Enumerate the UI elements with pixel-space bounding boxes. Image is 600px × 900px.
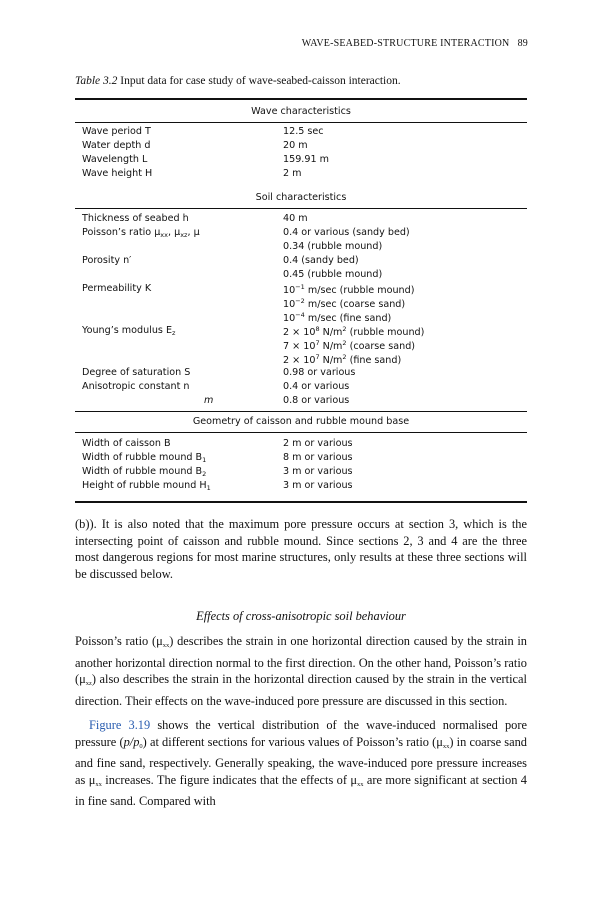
youngs-value-2: $7 \times 10^7$ $N/m^2$ (coarse sand) [283,339,416,352]
geometry-top-rule [75,411,527,412]
table-caption [75,75,401,87]
geometry-heading-rule [75,432,527,433]
wave-period-value: 12.5 sec [283,126,324,137]
mound-width-2-value: 3 m or various [283,466,353,477]
poisson-label: Poisson’s ratio $\mu_{xx}$, $\mu_{xz}$, μ [82,227,200,239]
running-head-title: WAVE-SEABED-STRUCTURE INTERACTION [301,38,510,49]
poisson-value-1: 0.4 or various (sandy bed) [283,227,410,238]
water-depth-label: Water depth d [82,140,151,151]
wave-height-value: 2 m [283,168,302,179]
porosity-value-1: 0.4 (sandy bed) [283,255,359,266]
soil-heading-rule [75,208,527,209]
anisotropic-label: Anisotropic constant n [82,381,190,392]
porosity-value-2: 0.45 (rubble mound) [283,269,383,280]
caisson-width-value: 2 m or various [283,438,353,449]
water-depth-value: 20 m [283,140,308,151]
geometry-section-heading: Geometry of caisson and rubble mound base [192,416,410,427]
permeability-value-3: $10^{-4}$ m/sec (fine sand) [283,311,392,324]
paragraph-3: Figure 3.19 shows the vertical distribution of the wave-induced normalised pore pressure $(p/p_0)$ at different sections for various values of Poisson’s ratio $(\mu_{xx})$ in coarse sand and fine sand, respectively. Generally speaking, the wave-induced pore pressure increases as $\mu_{xx}$ increases. The figure indicates that the effects of $\mu_{xx}$ are more significant at section 4 in fine sand. Compared with [75,718,527,809]
table-caption-text: Input data for case study of wave-seabed-caisson interaction. [120,75,401,87]
wave-heading-rule [75,122,527,123]
table-bottom-rule [75,501,527,503]
saturation-label: Degree of saturation S [82,367,191,378]
permeability-value-2: $10^{-2}$ m/sec (coarse sand) [283,297,406,310]
wave-height-label: Wave height H [82,168,153,179]
section-subheading: Effects of cross-anisotropic soil behaviour [196,609,406,623]
mound-width-2-label: Width of rubble mound $B_2$ [82,466,207,478]
thickness-label: Thickness of seabed h [82,213,189,224]
wavelength-value: 159.91 m [283,154,329,165]
youngs-value-3: $2 \times 10^7$ $N/m^2$ (fine sand) [283,353,402,366]
m-label: m [204,395,214,406]
running-head [302,38,528,49]
caisson-width-label: Width of caisson B [82,438,171,449]
mound-width-1-label: Width of rubble mound $B_1$ [82,452,207,464]
youngs-value-1: $2 \times 10^8$ $N/m^2$ (rubble mound) [283,325,425,338]
table-top-rule [75,98,527,100]
wave-period-label: Wave period T [82,126,151,137]
paragraph-2: Poisson’s ratio $(\mu_{xx})$ describes the strain in one horizontal direction caused by the strain in another horizontal direction normal to the first direction. On the other hand, Poisson’s ratio $(\mu_{xz})$ also describes the strain in the horizontal direction caused by the strain in the vertical direction. Their effects on the wave-induced pore pressure are discussed in this section. [75,634,527,708]
porosity-label: Porosity n′ [82,255,132,266]
figure-3-19-link[interactable]: Figure 3.19 [89,718,151,732]
permeability-label: Permeability K [82,283,152,294]
mound-width-1-value: 8 m or various [283,452,353,463]
youngs-label: Young’s modulus $E_z$ [82,325,176,337]
mound-height-label: Height of rubble mound $H_1$ [82,480,211,492]
wavelength-label: Wavelength L [82,154,148,165]
thickness-value: 40 m [283,213,308,224]
table-caption-label: Table 3.2 [75,75,118,87]
poisson-value-2: 0.34 (rubble mound) [283,241,383,252]
anisotropic-value: 0.4 or various [283,381,350,392]
page-number: 89 [517,38,528,49]
saturation-value: 0.98 or various [283,367,356,378]
soil-section-heading: Soil characteristics [255,192,347,203]
paragraph-1: (b)). It is also noted that the maximum pore pressure occurs at section 3, which is the intersecting point of caisson and rubble mound. Since sections 2, 3 and 4 are the three most dangerous regions for most marine structures, only results at these three sections will be discussed below. [75,517,527,581]
m-value: 0.8 or various [283,395,350,406]
mound-height-value: 3 m or various [283,480,353,491]
wave-section-heading: Wave characteristics [251,106,351,117]
permeability-value-1: $10^{-1}$ m/sec (rubble mound) [283,283,415,296]
